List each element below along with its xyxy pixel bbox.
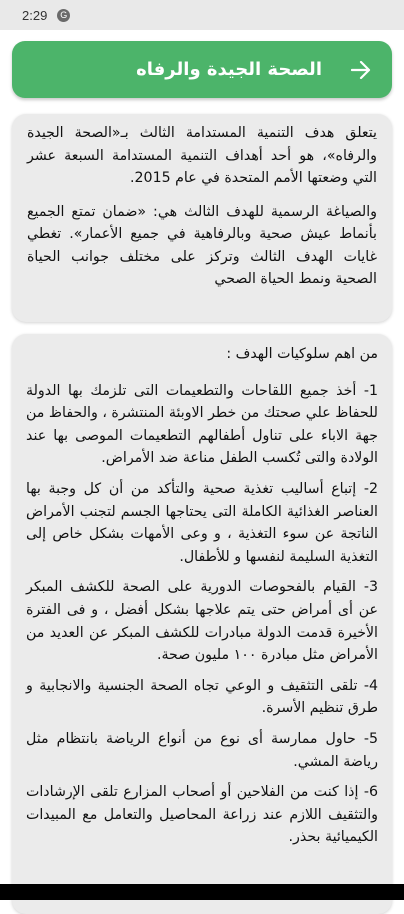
arrow-back-icon[interactable]	[348, 57, 374, 83]
behavior-item: 5- حاول ممارسة أى نوع من أنواع الرياضة بانتظام مثل رياضة المشي.	[26, 730, 378, 770]
status-time: 2:29	[22, 7, 48, 23]
behavior-item: 2- إتباع أساليب تغذية صحية والتأكد من أن كل وجبة بها العناصر الغذائية الكاملة التى يحتاجها الجسم لتجنب الأمراض الناتجة عن سوء التغذية ، و وعى الأمهات بشكل خاص إلى التغذية السليمة لنفسها و للأطفال.	[26, 480, 378, 565]
notification-icon: G	[57, 9, 70, 22]
behaviors-heading: من اهم سلوكيات الهدف :	[226, 346, 378, 362]
page-title: الصحة الجيدة والرفاه	[136, 59, 322, 80]
behavior-item: 4- تلقى التثقيف و الوعي تجاه الصحة الجنسية والانجابية و طرق تنظيم الأسرة.	[26, 677, 378, 717]
behavior-item: 3- القيام بالفحوصات الدورية على الصحة للكشف المبكر عن أى أمراض حتى يتم علاجها بشكل أفضل ، و فى الفترة الأخيرة قدمت الدولة مبادرات للكشف المبكر عن العديد من الأمراض مثل مبادرة ١٠٠ مليون صحة.	[26, 579, 378, 664]
header-bar	[12, 41, 392, 98]
behavior-item: 1- أخذ جميع اللقاحات والتطعيمات التى تلزمك بها الدولة للحفاظ علي صحتك من خطر الاوبئة المنتشرة ، والحفاظ من جهة الاباء على تناول أطفالهم التطعيمات الموصى بها عند الولادة والتى تُكسب الطفل مناعة ضد الأمراض.	[26, 382, 378, 467]
intro-paragraph: والصياغة الرسمية للهدف الثالث هي: «ضمان تمتع الجميع بأنماط عيش صحية وبالرفاهية في جميع الأعمار». تغطي غايات الهدف الثالث وتركز على مختلف جوانب الحياة الصحية ونمط الحياة الصحي	[27, 203, 377, 287]
intro-paragraph: يتعلق هدف التنمية المستدامة الثالث بـ«الصحة الجيدة والرفاه»، هو أحد أهداف التنمية المستدامة السبعة عشر التي وضعتها الأمم المتحدة في عام 2015.	[27, 125, 377, 186]
behavior-item: 6- إذا كنت من الفلاحين أو أصحاب المزارع تلقى الإرشادات والتثقيف اللازم عند زراعة المحاصيل والتعامل مع المبيدات الكيميائية بحذر.	[26, 784, 378, 846]
status-bar	[0, 0, 404, 30]
behaviors-card	[12, 334, 392, 914]
navigation-bar	[0, 884, 404, 900]
intro-card	[12, 114, 392, 322]
